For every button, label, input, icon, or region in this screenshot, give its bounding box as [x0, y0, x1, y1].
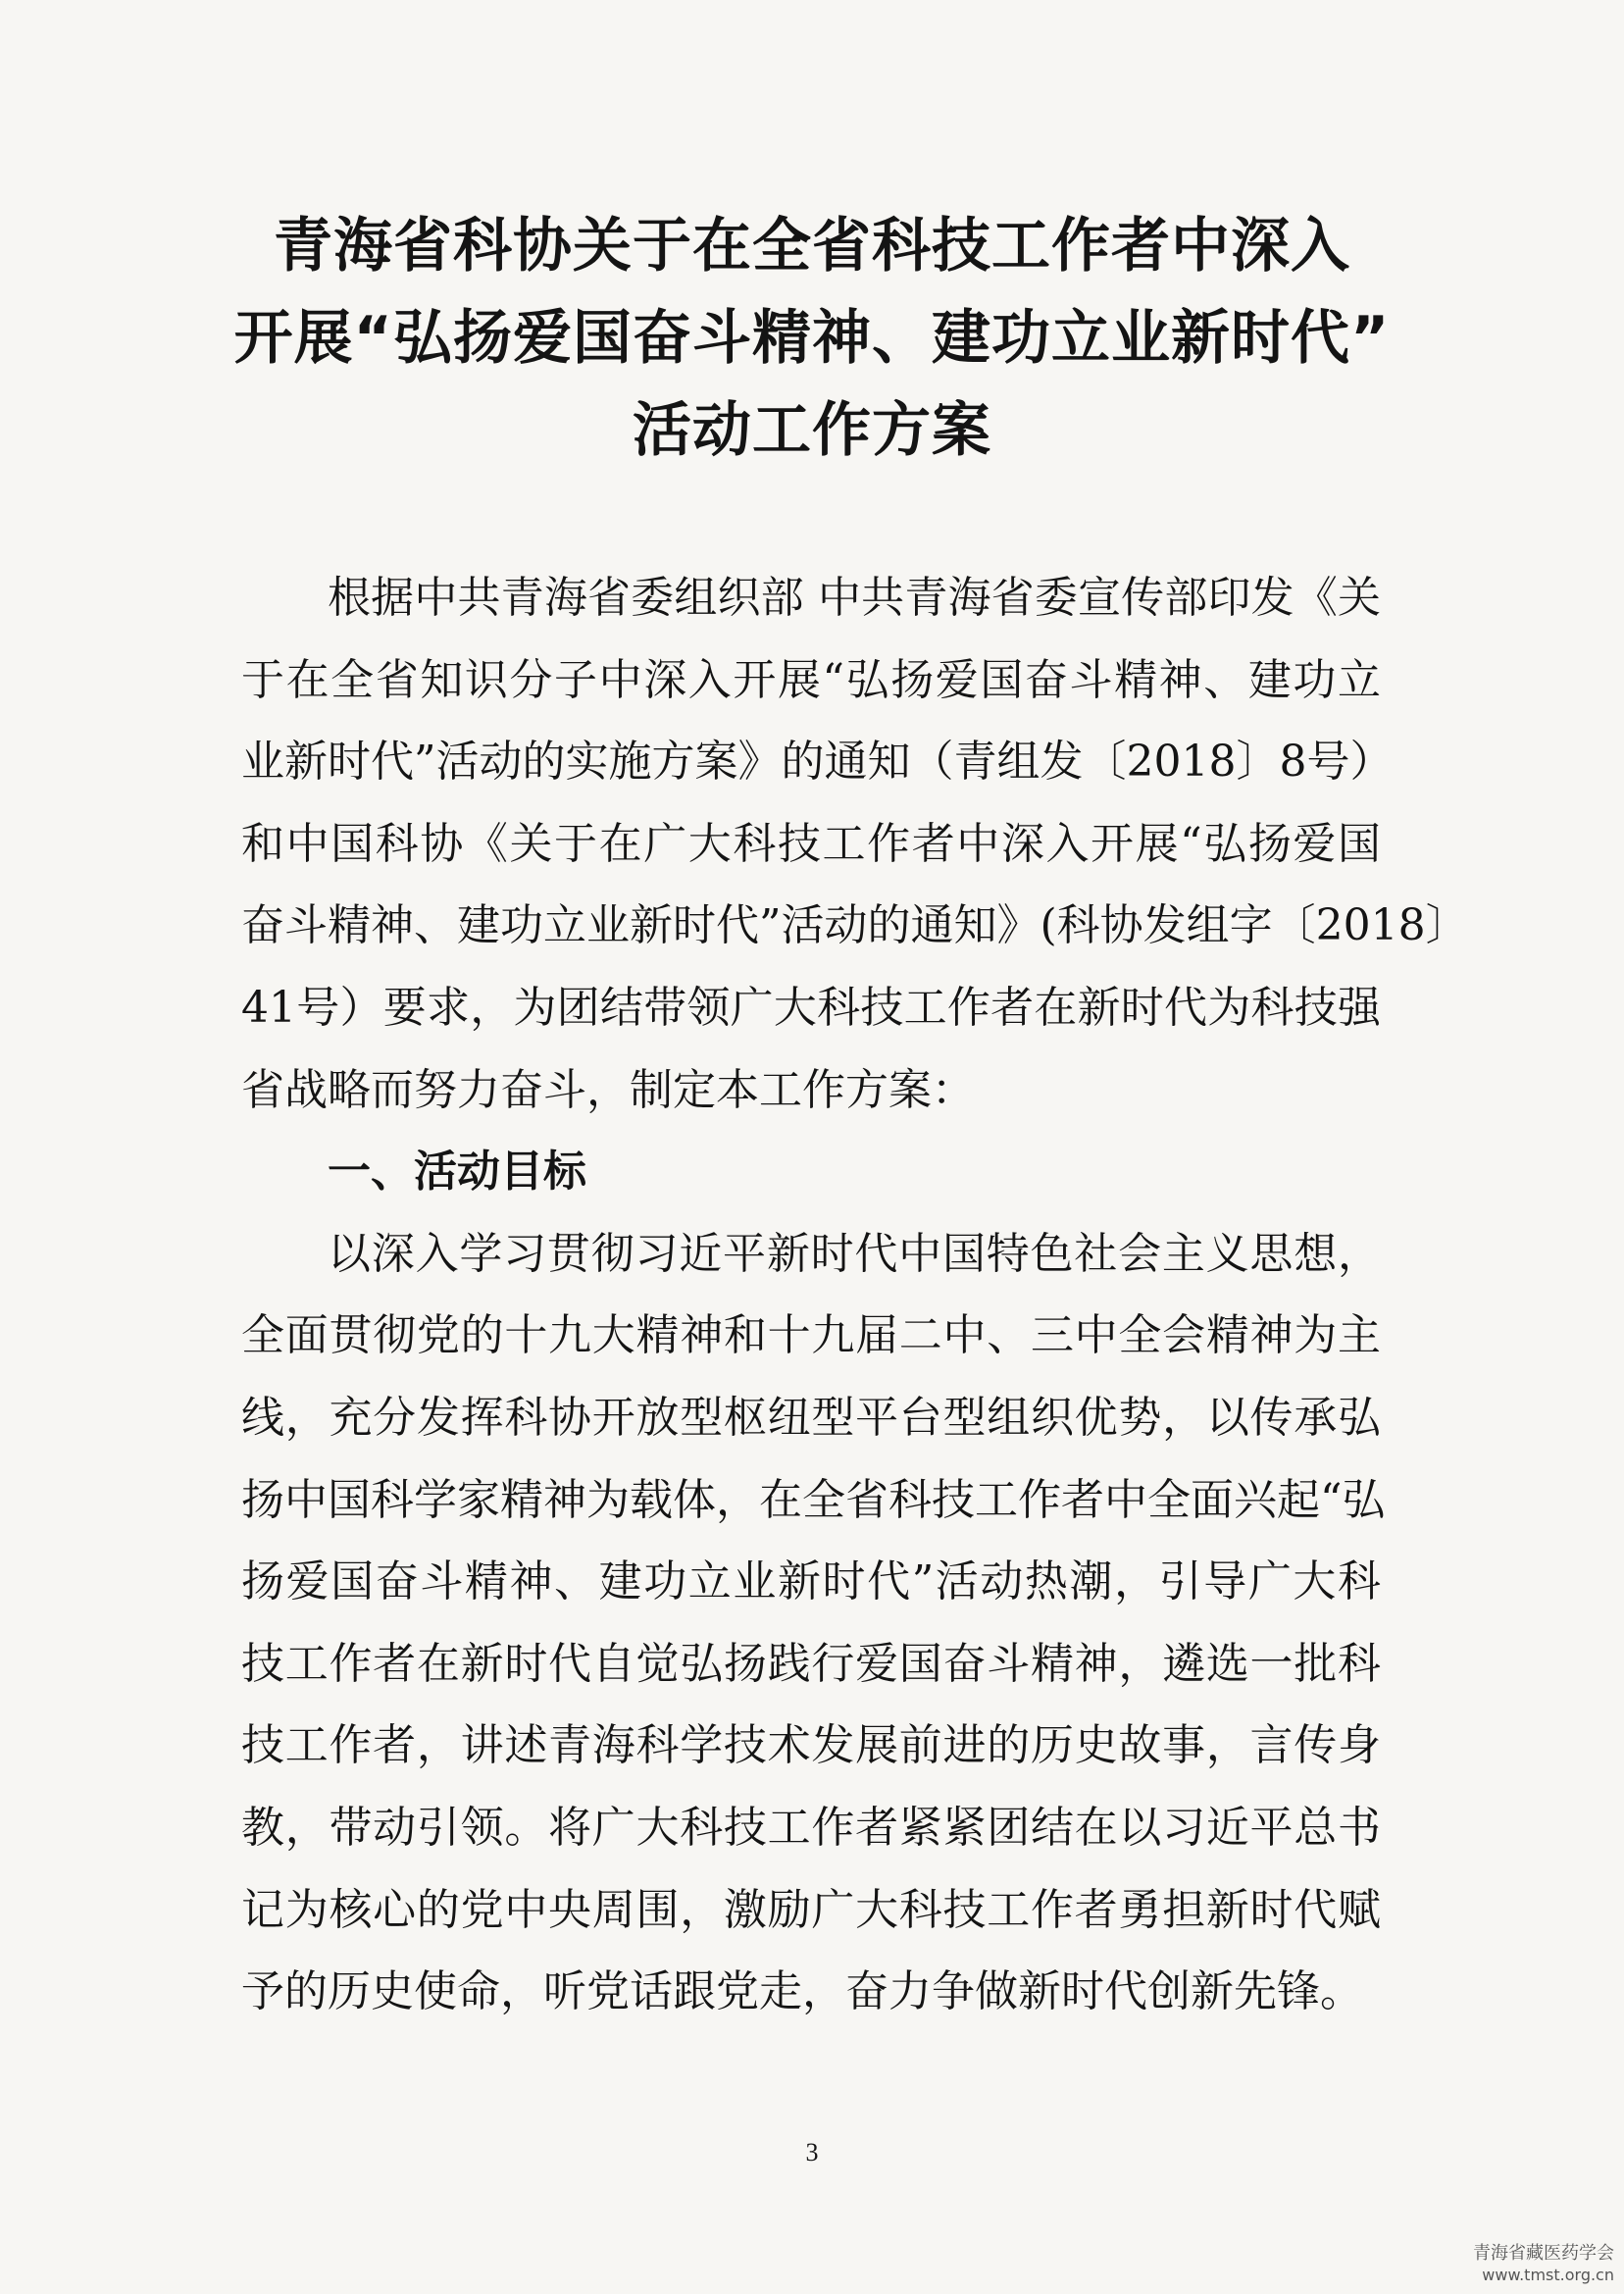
paragraph-line: 予的历史使命，听党话跟党走，奋力争做新时代创新先锋。 [241, 1966, 1363, 2017]
section-heading: 一、活动目标 [328, 1147, 586, 1198]
paragraph-line: 记为核心的党中央周围，激励广大科技工作者勇担新时代赋 [241, 1884, 1381, 1935]
document-title [177, 200, 1447, 477]
paragraph-line: 技工作者在新时代自觉弘扬践行爱国奋斗精神，遴选一批科 [241, 1638, 1381, 1689]
paragraph-line: 奋斗精神、建功立业新时代”活动的通知》(科协发组字〔2018〕 [241, 900, 1469, 951]
watermark-url: www.tmst.org.cn [1482, 2266, 1614, 2284]
paragraph-line: 41号）要求，为团结带领广大科技工作者在新时代为科技强 [241, 982, 1381, 1033]
title-line-1: 青海省科协关于在全省科技工作者中深入 [274, 212, 1350, 280]
paragraph-line: 省战略而努力奋斗，制定本工作方案： [241, 1064, 975, 1115]
paragraph-line: 和中国科协《关于在广大科技工作者中深入开展“弘扬爱国 [241, 818, 1381, 869]
paragraph-line: 于在全省知识分子中深入开展“弘扬爱国奋斗精神、建功立 [241, 654, 1381, 705]
paragraph-line: 技工作者，讲述青海科学技术发展前进的历史故事，言传身 [241, 1720, 1381, 1771]
watermark-org-name: 青海省藏医药学会 [1473, 2243, 1614, 2264]
title-line-3: 活动工作方案 [633, 396, 991, 465]
paragraph-line: 教，带动引领。将广大科技工作者紧紧团结在以习近平总书 [241, 1802, 1381, 1853]
paragraph-line: 以深入学习贯彻习近平新时代中国特色社会主义思想， [328, 1228, 1381, 1279]
document-body [241, 557, 1469, 2033]
paragraph-line: 扬爱国奋斗精神、建功立业新时代”活动热潮，引导广大科 [241, 1556, 1381, 1607]
paragraph-line: 业新时代”活动的实施方案》的通知（青组发〔2018〕8号） [241, 737, 1394, 788]
paragraph-line: 线，充分发挥科协开放型枢纽型平台型组织优势，以传承弘 [241, 1392, 1381, 1443]
watermark [1473, 2243, 1614, 2286]
paragraph-line: 扬中国科学家精神为载体，在全省科技工作者中全面兴起“弘 [241, 1474, 1386, 1525]
paragraph-line: 全面贯彻党的十九大精神和十九届二中、三中全会精神为主 [241, 1310, 1381, 1361]
page-number: 3 [805, 2138, 819, 2167]
paragraph-line: 根据中共青海省委组织部 中共青海省委宣传部印发《关 [328, 573, 1381, 623]
title-line-2: 开展“弘扬爱国奋斗精神、建功立业新时代” [233, 304, 1391, 373]
